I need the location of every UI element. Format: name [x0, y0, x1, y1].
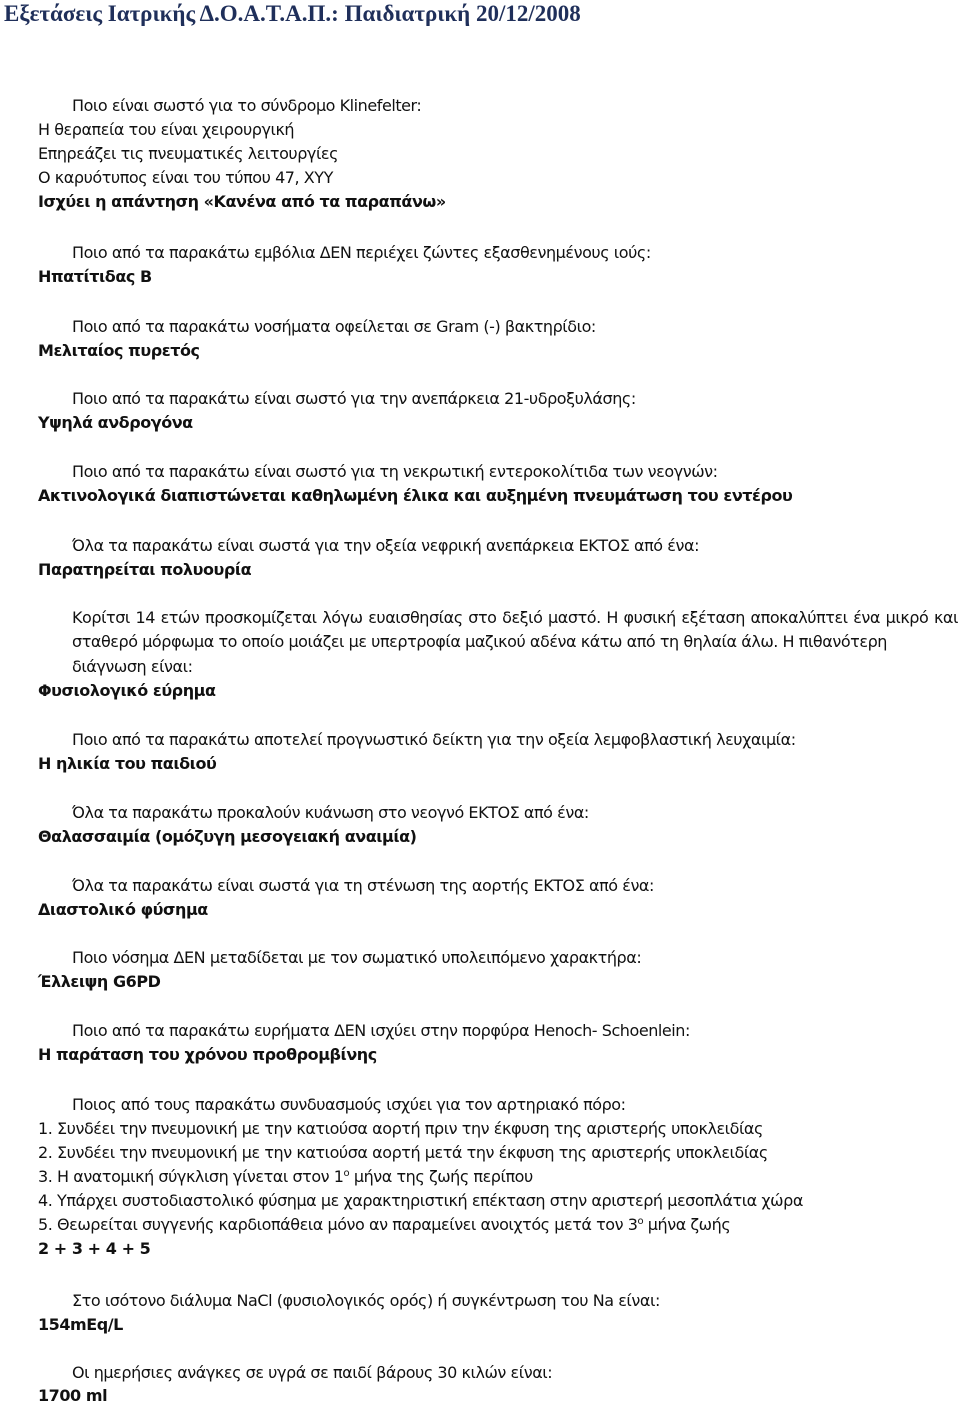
question-13-item-3	[38, 1165, 533, 1189]
answer-9: Θαλασσαιμία (ομόζυγη μεσογειακή αναιμία)	[38, 827, 417, 846]
ordinal-superscript: ο	[343, 1168, 350, 1179]
answer-4: Υψηλά ανδρογόνα	[38, 413, 193, 432]
answer-6: Παρατηρείται πολυουρία	[38, 560, 252, 579]
page-title: Εξετάσεις Ιατρικής Δ.Ο.Α.Τ.Α.Π.: Παιδιατρική 20/12/2008	[4, 1, 581, 26]
question-12: Ποιο από τα παρακάτω ευρήματα ΔΕΝ ισχύει στην πορφύρα Henoch- Schoenlein:	[72, 1021, 690, 1040]
answer-7: Φυσιολογικό εύρημα	[38, 681, 216, 700]
question-2: Ποιο από τα παρακάτω εμβόλια ΔΕΝ περιέχει ζώντες εξασθενημένους ιούς:	[72, 243, 651, 262]
question-13: Ποιος από τους παρακάτω συνδυασμούς ισχύει για τον αρτηριακό πόρο:	[72, 1095, 626, 1114]
answer-8: Η ηλικία του παιδιού	[38, 754, 217, 773]
question-14: Στο ισότονο διάλυμα NaCl (φυσιολογικός ορός) ή συγκέντρωση του Na είναι:	[72, 1291, 660, 1310]
question-3: Ποιο από τα παρακάτω νοσήματα οφείλεται σε Gram (-) βακτηρίδιο:	[72, 317, 596, 336]
question-1: Ποιο είναι σωστό για το σύνδρομο Klinefelter:	[72, 96, 422, 115]
question-13-item-5	[38, 1213, 730, 1237]
question-13-item-3-text-end: μήνα της ζωής περίπου	[349, 1167, 533, 1186]
question-7-text: Κορίτσι 14 ετών προσκομίζεται λόγω ευαισθησίας στο δεξιό μαστό. Η φυσική εξέταση αποκαλύπτει ένα μικρό και σταθερό μόρφωμα το οποίο μοιάζει με υπερτροφία μαζικού αδένα κάτω από τη θηλαία άλω. Η πιθανότερη	[72, 608, 958, 652]
question-7	[72, 606, 958, 679]
question-1-option-3: Ο καρυότυπος είναι του τύπου 47, ΧΥΥ	[38, 168, 333, 187]
answer-14: 154mEq/L	[38, 1315, 123, 1334]
question-9: Όλα τα παρακάτω προκαλούν κυάνωση στο νεογνό ΕΚΤΟΣ από ένα:	[72, 803, 589, 822]
answer-3: Μελιταίος πυρετός	[38, 341, 200, 360]
answer-5: Ακτινολογικά διαπιστώνεται καθηλωμένη έλικα και αυξημένη πνευμάτωση του εντέρου	[38, 486, 793, 505]
question-13-item-5-text-end: μήνα ζωής	[643, 1215, 731, 1234]
question-1-option-1: Η θεραπεία του είναι χειρουργική	[38, 120, 295, 139]
question-4: Ποιο από τα παρακάτω είναι σωστό για την ανεπάρκεια 21-υδροξυλάσης:	[72, 389, 636, 408]
answer-13: 2 + 3 + 4 + 5	[38, 1239, 151, 1258]
question-13-item-5-text: 5. Θεωρείται συγγενής καρδιοπάθεια μόνο αν παραμείνει ανοιχτός μετά τον 3	[38, 1215, 638, 1234]
answer-10: Διαστολικό φύσημα	[38, 900, 208, 919]
question-1-option-2: Επηρεάζει τις πνευματικές λειτουργίες	[38, 144, 339, 163]
answer-15: 1700 ml	[38, 1386, 108, 1405]
answer-11: Έλλειψη G6PD	[38, 972, 161, 991]
answer-1: Ισχύει η απάντηση «Κανένα από τα παραπάνω»	[38, 192, 446, 211]
question-10: Όλα τα παρακάτω είναι σωστά για τη στένωση της αορτής ΕΚΤΟΣ από ένα:	[72, 876, 654, 895]
question-13-item-4: 4. Υπάρχει συστοδιαστολικό φύσημα με χαρακτηριστική επέκταση στην αριστερή μεσοπλάτια χώρα	[38, 1191, 803, 1210]
question-13-item-3-text: 3. Η ανατομική σύγκλιση γίνεται στον 1	[38, 1167, 344, 1186]
question-13-item-1: 1. Συνδέει την πνευμονική με την κατιούσα αορτή πριν την έκφυση της αριστερής υποκλειδίας	[38, 1119, 763, 1138]
question-11: Ποιο νόσημα ΔΕΝ μεταδίδεται με τον σωματικό υπολειπόμενο χαρακτήρα:	[72, 948, 642, 967]
question-5: Ποιο από τα παρακάτω είναι σωστό για τη νεκρωτική εντεροκολίτιδα των νεογνών:	[72, 462, 718, 481]
question-15: Οι ημερήσιες ανάγκες σε υγρά σε παιδί βάρους 30 κιλών είναι:	[72, 1363, 553, 1382]
question-8: Ποιο από τα παρακάτω αποτελεί προγνωστικό δείκτη για την οξεία λεμφοβλαστική λευχαιμία:	[72, 730, 796, 749]
answer-12: Η παράταση του χρόνου προθρομβίνης	[38, 1045, 377, 1064]
ordinal-superscript: ο	[637, 1216, 644, 1227]
answer-2: Ηπατίτιδας Β	[38, 267, 152, 286]
question-7-text-end: διάγνωση είναι:	[72, 656, 193, 676]
question-13-item-2: 2. Συνδέει την πνευμονική με την κατιούσα αορτή μετά την έκφυση της αριστερής υποκλειδίας	[38, 1143, 768, 1162]
question-6: Όλα τα παρακάτω είναι σωστά για την οξεία νεφρική ανεπάρκεια ΕΚΤΟΣ από ένα:	[72, 536, 700, 555]
